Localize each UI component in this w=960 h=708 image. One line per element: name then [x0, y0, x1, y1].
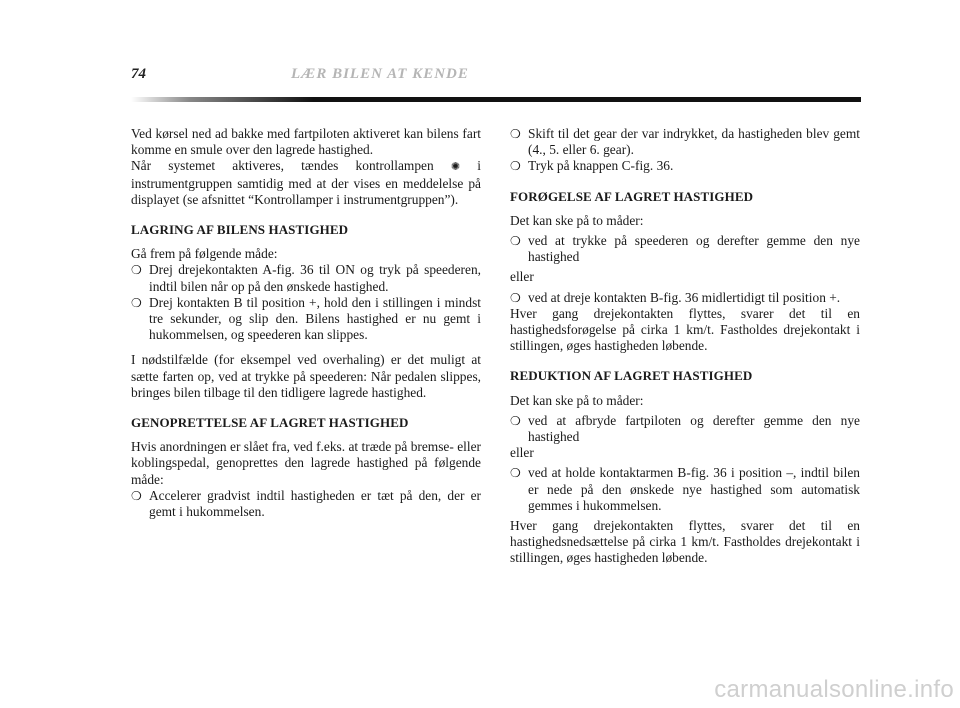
restore-intro: Hvis anordningen er slået fra, ved f.eks. at træde på bremse- eller koblingspedal, genoprettes den lagrede hastighed på følgende måde:	[131, 439, 481, 487]
list-item: ❍ Skift til det gear der var indrykket, da hastigheden blev gemt (4., 5. eller 6. gear).	[510, 126, 860, 158]
heading-restore: GENOPRETTELSE AF LAGRET HASTIGHED	[131, 415, 409, 431]
list-item: ❍ Drej kontakten B til position +, hold den i stillingen i mindst tre sekunder, og slip den. Bilens hastighed er nu gemt i hukommelsen, og speederen kan slippes.	[131, 294, 481, 343]
heading-increase: FORØGELSE AF LAGRET HASTIGHED	[510, 188, 754, 204]
cruise-control-lamp-icon: ✺	[450, 161, 461, 174]
list-item: ❍ ved at holde kontaktarmen B-fig. 36 i position –, indtil bilen er nede på den ønskede nye hastighed som automatisk gemmes i hukommelsen.	[510, 465, 860, 513]
list-item: ❍ ved at afbryde fartpiloten og derefter gemme den nye hastighed	[510, 412, 860, 445]
storage-intro: Gå frem på følgende måde:	[131, 246, 278, 262]
list-item: ❍ Drej drejekontakten A-fig. 36 til ON og tryk på speederen, indtil bilen når op på den ønskede hastighed.	[131, 262, 481, 294]
right-column	[510, 126, 860, 567]
intro-paragraph: Ved kørsel ned ad bakke med fartpiloten aktiveret kan bilens fart komme en smule over den lagrede hastighed.	[131, 126, 481, 158]
increase-intro: Det kan ske på to måder:	[510, 212, 644, 228]
intro-paragraph-2: Når systemet aktiveres, tændes kontrollampen ✺ i instrumentgruppen samtidig med at der vises en meddelelse på displayet (se afsnittet “Kontrollamper i instrumentgruppen”).	[131, 158, 481, 207]
bullet-icon: ❍	[131, 263, 142, 278]
reduce-intro: Det kan ske på to måder:	[510, 392, 644, 408]
or-text: eller	[510, 269, 534, 285]
list-item: ❍ Tryk på knappen C-fig. 36.	[510, 158, 674, 174]
list-item: ❍ Accelerer gradvist indtil hastigheden er tæt på den, der er gemt i hukommelsen.	[131, 487, 481, 520]
list-item: ❍ ved at trykke på speederen og derefter gemme den nye hastighed	[510, 233, 860, 265]
page-header	[131, 66, 861, 96]
bullet-icon: ❍	[510, 159, 521, 174]
reduce-paragraph: Hver gang drejekontakten flyttes, svarer det til en hastighedsnedsættelse på cirka 1 km/t. Fastholdes drejekontakt i stillingen, øges hastigheden løbende.	[510, 518, 860, 566]
header-rule	[131, 97, 861, 102]
emergency-paragraph: I nødstilfælde (for eksempel ved overhaling) er det muligt at sætte farten op, ved at trykke på speederen: Når pedalen slippes, bringes bilen tilbage til den tidligere lagrede hastighed.	[131, 352, 481, 400]
page-number: 74	[131, 66, 146, 82]
increase-paragraph: Hver gang drejekontakten flyttes, svarer det til en hastighedsforøgelse på cirka 1 km/t. Fastholdes drejekontakt i stillingen, øges hastigheden løbende.	[510, 305, 860, 354]
left-column	[131, 126, 481, 520]
bullet-icon: ❍	[131, 488, 142, 503]
bullet-icon: ❍	[510, 234, 521, 249]
bullet-icon: ❍	[131, 295, 142, 310]
bullet-icon: ❍	[510, 290, 521, 305]
section-title: LÆR BILEN AT KENDE	[291, 66, 469, 82]
heading-reduce: REDUKTION AF LAGRET HASTIGHED	[510, 368, 753, 384]
heading-storage: LAGRING AF BILENS HASTIGHED	[131, 222, 349, 238]
list-item: ❍ ved at dreje kontakten B-fig. 36 midlertidigt til position +.	[510, 289, 841, 305]
bullet-icon: ❍	[510, 127, 521, 141]
bullet-icon: ❍	[510, 466, 521, 481]
bullet-icon: ❍	[510, 413, 521, 428]
watermark: carmanualsonline.info	[714, 676, 954, 703]
or-text: eller	[510, 445, 534, 461]
